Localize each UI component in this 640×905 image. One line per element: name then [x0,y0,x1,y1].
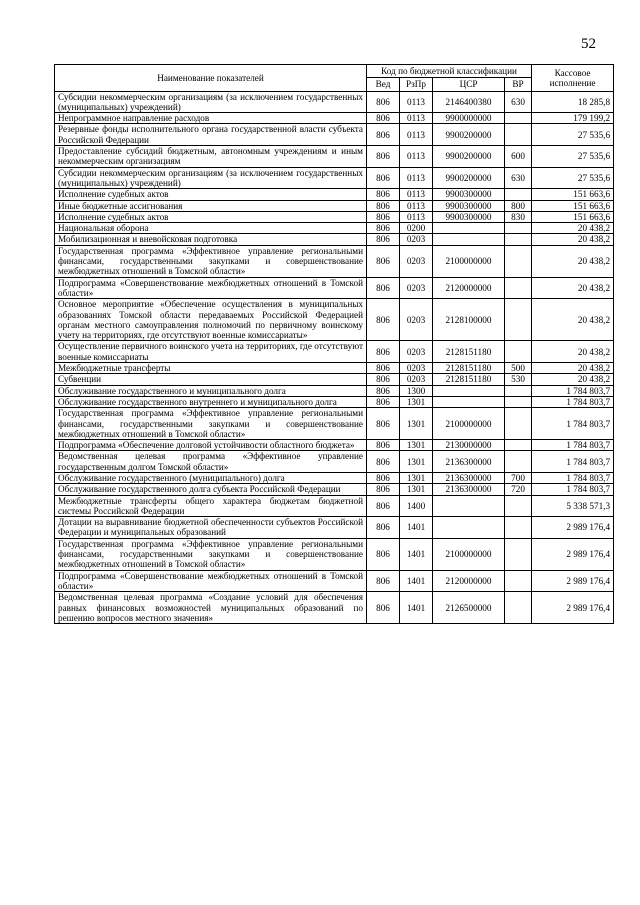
cell-vr: 500 [505,363,532,374]
table-row [55,495,614,517]
table-row [55,517,614,539]
cell-vr: 600 [505,146,532,168]
cell-vr [505,440,532,451]
table-row [55,570,614,592]
table-row [55,472,614,483]
header-amount: Кассовое исполнение [532,65,614,92]
cell-amount: 1 784 803,7 [532,385,614,396]
cell-name: Исполнение судебных актов [55,189,367,200]
cell-ved: 806 [367,363,400,374]
cell-ved: 806 [367,124,400,146]
cell-name: Подпрограмма «Совершенствование межбюджетных отношений в Томской области» [55,570,367,592]
table-row [55,385,614,396]
cell-ved: 806 [367,385,400,396]
cell-name: Национальная оборона [55,223,367,234]
cell-name: Предоставление субсидий бюджетным, автономным учреждениям и иным некоммерческим организациям [55,146,367,168]
cell-name: Субвенции [55,374,367,385]
header-code-group: Код по бюджетной классификации [367,65,532,78]
cell-csr: 2128100000 [433,299,505,341]
cell-csr: 2130000000 [433,440,505,451]
cell-rzpr: 0203 [400,374,433,385]
cell-vr: 720 [505,484,532,495]
cell-amount: 20 438,2 [532,234,614,245]
cell-ved: 806 [367,472,400,483]
cell-vr [505,538,532,570]
cell-csr: 9900300000 [433,200,505,211]
cell-rzpr: 1401 [400,538,433,570]
cell-rzpr: 0203 [400,341,433,363]
table-row [55,124,614,146]
cell-amount: 27 535,6 [532,167,614,189]
table-row [55,374,614,385]
table-row [55,592,614,624]
header-csr: ЦСР [433,78,505,91]
cell-rzpr: 1301 [400,440,433,451]
cell-name: Межбюджетные трансферты [55,363,367,374]
cell-amount: 151 663,6 [532,211,614,222]
cell-name: Государственная программа «Эффективное управление региональными финансами, государственными закупками и совершенствование межбюджетных отношений в Томской области» [55,538,367,570]
cell-name: Основное мероприятие «Обеспечение осуществления в муниципальных образованиях Томской области передаваемых Российской Федерацией органам местного самоуправления полномочий по первичному воинскому учету на территориях, где отсутствуют военные комиссариаты» [55,299,367,341]
cell-amount: 1 784 803,7 [532,451,614,473]
table-row [55,113,614,124]
cell-ved: 806 [367,189,400,200]
cell-ved: 806 [367,341,400,363]
cell-rzpr: 0203 [400,299,433,341]
table-row [55,223,614,234]
table-row [55,211,614,222]
cell-ved: 806 [367,200,400,211]
table-row [55,408,614,440]
cell-ved: 806 [367,91,400,113]
cell-rzpr: 0113 [400,200,433,211]
cell-ved: 806 [367,495,400,517]
header-row-1 [55,65,614,78]
table-row [55,245,614,277]
cell-ved: 806 [367,234,400,245]
cell-rzpr: 1401 [400,592,433,624]
cell-csr: 2120000000 [433,277,505,299]
cell-rzpr: 1301 [400,451,433,473]
cell-name: Ведомственная целевая программа «Создание условий для обеспечения равных финансовых возможностей муниципальных образований по решению вопросов местного значения» [55,592,367,624]
cell-name: Обслуживание государственного и муниципального долга [55,385,367,396]
cell-csr: 2126500000 [433,592,505,624]
cell-amount: 1 784 803,7 [532,484,614,495]
cell-name: Межбюджетные трансферты общего характера бюджетам бюджетной системы Российской Федерации [55,495,367,517]
cell-vr [505,277,532,299]
cell-ved: 806 [367,211,400,222]
cell-vr [505,113,532,124]
cell-amount: 5 338 571,3 [532,495,614,517]
cell-amount: 1 784 803,7 [532,396,614,407]
cell-csr: 2100000000 [433,245,505,277]
table-row [55,396,614,407]
cell-vr [505,124,532,146]
cell-csr: 2128151180 [433,341,505,363]
cell-name: Непрограммное направление расходов [55,113,367,124]
cell-csr: 2136300000 [433,472,505,483]
cell-csr: 2128151180 [433,363,505,374]
cell-vr [505,234,532,245]
cell-name: Подпрограмма «Обеспечение долговой устойчивости областного бюджета» [55,440,367,451]
cell-rzpr: 1400 [400,495,433,517]
cell-vr [505,245,532,277]
cell-vr: 800 [505,200,532,211]
cell-amount: 179 199,2 [532,113,614,124]
cell-csr: 2120000000 [433,570,505,592]
cell-csr [433,385,505,396]
cell-rzpr: 1301 [400,396,433,407]
cell-vr: 530 [505,374,532,385]
cell-ved: 806 [367,245,400,277]
table-row [55,167,614,189]
cell-csr [433,234,505,245]
cell-vr: 630 [505,91,532,113]
cell-rzpr: 1300 [400,385,433,396]
table-row [55,146,614,168]
cell-name: Субсидии некоммерческим организациям (за исключением государственных (муниципальных) учреждений) [55,167,367,189]
cell-name: Иные бюджетные ассигнования [55,200,367,211]
header-vr: ВР [505,78,532,91]
cell-vr [505,396,532,407]
cell-name: Обслуживание государственного внутреннего и муниципального долга [55,396,367,407]
cell-csr: 2100000000 [433,538,505,570]
cell-amount: 2 989 176,4 [532,570,614,592]
cell-name: Дотации на выравнивание бюджетной обеспеченности субъектов Российской Федерации и муниципальных образований [55,517,367,539]
cell-ved: 806 [367,570,400,592]
table-row [55,91,614,113]
cell-ved: 806 [367,223,400,234]
cell-ved: 806 [367,538,400,570]
cell-rzpr: 0203 [400,234,433,245]
cell-vr: 830 [505,211,532,222]
cell-ved: 806 [367,374,400,385]
cell-vr [505,570,532,592]
cell-vr: 630 [505,167,532,189]
cell-amount: 27 535,6 [532,146,614,168]
cell-csr: 2136300000 [433,451,505,473]
page-number: 52 [581,36,596,52]
cell-vr [505,495,532,517]
cell-name: Ведомственная целевая программа «Эффективное управление государственным долгом Томской области» [55,451,367,473]
cell-vr [505,451,532,473]
cell-rzpr: 0113 [400,124,433,146]
cell-amount: 151 663,6 [532,200,614,211]
cell-csr [433,517,505,539]
cell-rzpr: 0203 [400,245,433,277]
cell-amount: 20 438,2 [532,245,614,277]
cell-vr [505,385,532,396]
cell-amount: 20 438,2 [532,277,614,299]
cell-amount: 1 784 803,7 [532,472,614,483]
cell-amount: 20 438,2 [532,299,614,341]
table-row [55,234,614,245]
header-name: Наименование показателей [55,65,367,92]
cell-name: Обслуживание государственного долга субъекта Российской Федерации [55,484,367,495]
cell-vr [505,592,532,624]
cell-amount: 20 438,2 [532,223,614,234]
cell-rzpr: 0113 [400,91,433,113]
cell-rzpr: 0113 [400,211,433,222]
cell-vr [505,189,532,200]
cell-name: Осуществление первичного воинского учета на территориях, где отсутствуют военные комиссариаты [55,341,367,363]
cell-name: Исполнение судебных актов [55,211,367,222]
cell-ved: 806 [367,146,400,168]
cell-csr: 9900200000 [433,124,505,146]
table-row [55,440,614,451]
cell-amount: 2 989 176,4 [532,592,614,624]
cell-vr [505,299,532,341]
table-row [55,189,614,200]
cell-ved: 806 [367,451,400,473]
cell-amount: 151 663,6 [532,189,614,200]
cell-csr: 9900200000 [433,146,505,168]
budget-table [54,64,614,624]
cell-amount: 1 784 803,7 [532,440,614,451]
header-ved: Вед [367,78,400,91]
cell-csr [433,396,505,407]
cell-amount: 20 438,2 [532,363,614,374]
cell-csr: 9900300000 [433,211,505,222]
cell-rzpr: 1301 [400,408,433,440]
cell-ved: 806 [367,277,400,299]
cell-rzpr: 0113 [400,189,433,200]
cell-amount: 18 285,8 [532,91,614,113]
cell-name: Государственная программа «Эффективное управление региональными финансами, государственными закупками и совершенствование межбюджетных отношений в Томской области» [55,408,367,440]
cell-csr: 9900200000 [433,167,505,189]
cell-rzpr: 0113 [400,146,433,168]
cell-vr [505,517,532,539]
cell-csr [433,495,505,517]
cell-csr: 9900000000 [433,113,505,124]
cell-vr [505,223,532,234]
cell-name: Государственная программа «Эффективное управление региональными финансами, государственными закупками и совершенствование межбюджетных отношений в Томской области» [55,245,367,277]
cell-name: Подпрограмма «Совершенствование межбюджетных отношений в Томской области» [55,277,367,299]
cell-rzpr: 0113 [400,167,433,189]
table-row [55,341,614,363]
cell-vr: 700 [505,472,532,483]
cell-rzpr: 0203 [400,363,433,374]
cell-ved: 806 [367,167,400,189]
header-rzpr: РзПр [400,78,433,91]
cell-name: Субсидии некоммерческим организациям (за исключением государственных (муниципальных) учреждений) [55,91,367,113]
cell-rzpr: 1401 [400,570,433,592]
cell-name: Обслуживание государственного (муниципального) долга [55,472,367,483]
cell-amount: 20 438,2 [532,374,614,385]
table-row [55,363,614,374]
cell-rzpr: 0113 [400,113,433,124]
cell-csr: 9900300000 [433,189,505,200]
cell-ved: 806 [367,299,400,341]
cell-amount: 1 784 803,7 [532,408,614,440]
cell-vr [505,408,532,440]
cell-name: Мобилизационная и вневойсковая подготовка [55,234,367,245]
cell-csr [433,223,505,234]
cell-vr [505,341,532,363]
cell-rzpr: 1301 [400,484,433,495]
cell-amount: 20 438,2 [532,341,614,363]
cell-name: Резервные фонды исполнительного органа государственной власти субъекта Российской Федерации [55,124,367,146]
cell-ved: 806 [367,408,400,440]
cell-ved: 806 [367,592,400,624]
cell-ved: 806 [367,396,400,407]
cell-amount: 2 989 176,4 [532,538,614,570]
table-row [55,299,614,341]
table-row [55,484,614,495]
cell-rzpr: 0203 [400,277,433,299]
cell-ved: 806 [367,517,400,539]
table-row [55,538,614,570]
cell-ved: 806 [367,484,400,495]
cell-amount: 27 535,6 [532,124,614,146]
cell-amount: 2 989 176,4 [532,517,614,539]
table-body [55,91,614,624]
cell-ved: 806 [367,113,400,124]
cell-csr: 2100000000 [433,408,505,440]
cell-csr: 2128151180 [433,374,505,385]
table-row [55,200,614,211]
cell-rzpr: 1301 [400,472,433,483]
cell-rzpr: 0200 [400,223,433,234]
cell-csr: 2146400380 [433,91,505,113]
table-row [55,451,614,473]
table-row [55,277,614,299]
cell-ved: 806 [367,440,400,451]
cell-csr: 2136300000 [433,484,505,495]
cell-rzpr: 1401 [400,517,433,539]
